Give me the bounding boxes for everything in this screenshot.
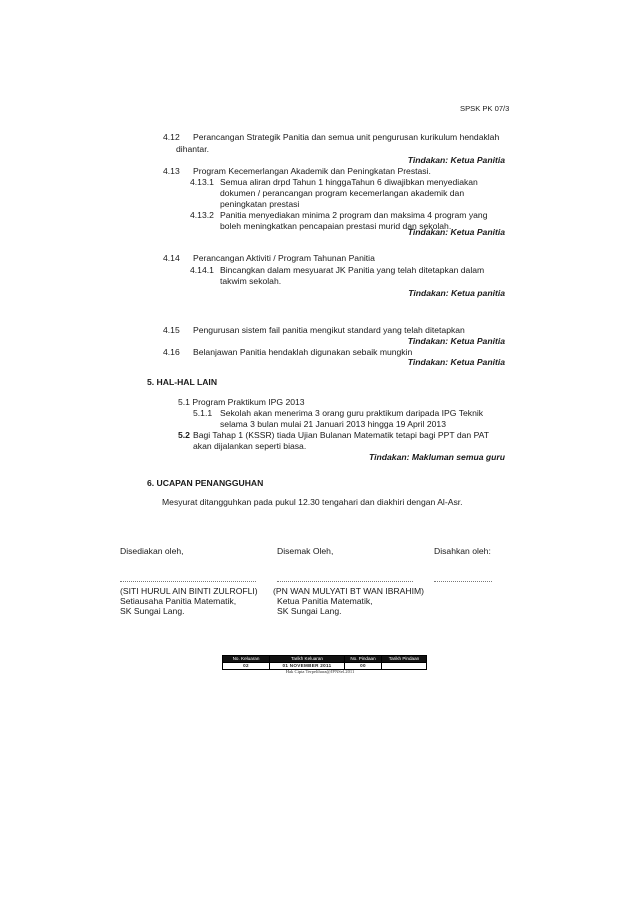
action-line: Tindakan: Ketua Panitia xyxy=(407,357,505,367)
item-number: 4.16 xyxy=(163,347,180,357)
action-line: Tindakan: Ketua Panitia xyxy=(407,336,505,346)
approved-by-label: Disahkan oleh: xyxy=(434,546,491,556)
item-number: 4.13 xyxy=(163,166,180,176)
section-text: Mesyurat ditangguhkan pada pukul 12.30 tengahari dan diakhiri dengan Al-Asr. xyxy=(162,497,463,507)
subitem-number: 4.13.1 xyxy=(190,177,214,187)
subitem-text: boleh meningkatkan pencapaian prestasi murid dan sekolah. xyxy=(220,221,452,231)
item-number: 4.15 xyxy=(163,325,180,335)
action-line: Tindakan: Ketua Panitia xyxy=(407,155,505,165)
subitem-text: Semua aliran drpd Tahun 1 hinggaTahun 6 diwajibkan menyediakan xyxy=(220,177,478,187)
subitem-text: Bincangkan dalam mesyuarat JK Panitia yang telah ditetapkan dalam xyxy=(220,265,485,275)
item-text: Pengurusan sistem fail panitia mengikut standard yang telah ditetapkan xyxy=(193,325,465,335)
copyright-note: Hak Cipta Terpelihara@JPNSel.2011 xyxy=(285,669,355,674)
document-control-table xyxy=(222,655,427,670)
amendment-no-value: 00 xyxy=(345,663,382,670)
action-line: Tindakan: Makluman semua guru xyxy=(369,452,505,462)
signature-line xyxy=(120,580,256,582)
subitem-number: 4.13.2 xyxy=(190,210,214,220)
signature-line xyxy=(277,580,413,582)
subitem-number: 4.14.1 xyxy=(190,265,214,275)
checked-by-label: Disemak Oleh, xyxy=(277,546,334,556)
doc-code: SPSK PK 07/3 xyxy=(460,104,510,113)
subitem-text: selama 3 bulan mulai 21 Januari 2013 hingga 19 April 2013 xyxy=(220,419,446,429)
action-line: Tindakan: Ketua panitia xyxy=(408,288,505,298)
item-text-cont: dihantar. xyxy=(176,144,209,154)
subitem-text: peningkatan prestasi xyxy=(220,199,300,209)
preparer-name: (SITI HURUL AIN BINTI ZULROFLI) xyxy=(120,586,258,596)
preparer-school: SK Sungai Lang. xyxy=(120,606,185,616)
subsection-text: akan dijalankan seperti biasa. xyxy=(193,441,307,451)
section-heading: 6. UCAPAN PENANGGUHAN xyxy=(147,478,264,488)
item-text: Program Kecemerlangan Akademik dan Peningkatan Prestasi. xyxy=(193,166,431,176)
issue-date-header: Tarikh Keluaran xyxy=(270,656,345,663)
subitem-text: Sekolah akan menerima 3 orang guru praktikum daripada IPG Teknik xyxy=(220,408,484,418)
prepared-by-label: Disediakan oleh, xyxy=(120,546,184,556)
subitem-text: dokumen / perancangan program kecemerlangan akademik dan xyxy=(220,188,465,198)
subsection-title: 5.1 Program Praktikum IPG 2013 xyxy=(178,397,305,407)
subsection-number: 5.2 xyxy=(178,430,190,440)
item-text: Belanjawan Panitia hendaklah digunakan sebaik mungkin xyxy=(193,347,413,357)
issue-date-value: 01 NOVEMBER 2011 xyxy=(270,663,345,670)
item-text: Perancangan Strategik Panitia dan semua unit pengurusan kurikulum hendaklah xyxy=(193,132,500,142)
subitem-text: Panitia menyediakan minima 2 program dan maksima 4 program yang xyxy=(220,210,488,220)
item-number: 4.12 xyxy=(163,132,180,142)
amendment-no-header: No. Pindaan xyxy=(345,656,382,663)
item-text: Perancangan Aktiviti / Program Tahunan Panitia xyxy=(193,253,375,263)
subsection-text: Bagi Tahap 1 (KSSR) tiada Ujian Bulanan Matematik tetapi bagi PPT dan PAT xyxy=(193,430,490,440)
checker-role: Ketua Panitia Matematik, xyxy=(277,596,373,606)
checker-school: SK Sungai Lang. xyxy=(277,606,342,616)
section-heading: 5. HAL-HAL LAIN xyxy=(147,377,218,387)
subitem-text: takwim sekolah. xyxy=(220,276,282,286)
amendment-date-header: Tarikh Pindaan xyxy=(382,656,427,663)
checker-name: (PN WAN MULYATI BT WAN IBRAHIM) xyxy=(273,586,425,596)
item-number: 4.14 xyxy=(163,253,180,263)
issue-no-header: No. Keluaran xyxy=(223,656,270,663)
action-line: Tindakan: Ketua Panitia xyxy=(407,227,505,237)
preparer-role: Setiausaha Panitia Matematik, xyxy=(120,596,237,606)
issue-no-value: 02 xyxy=(223,663,270,670)
signature-line xyxy=(434,580,492,582)
subitem-number: 5.1.1 xyxy=(193,408,213,418)
